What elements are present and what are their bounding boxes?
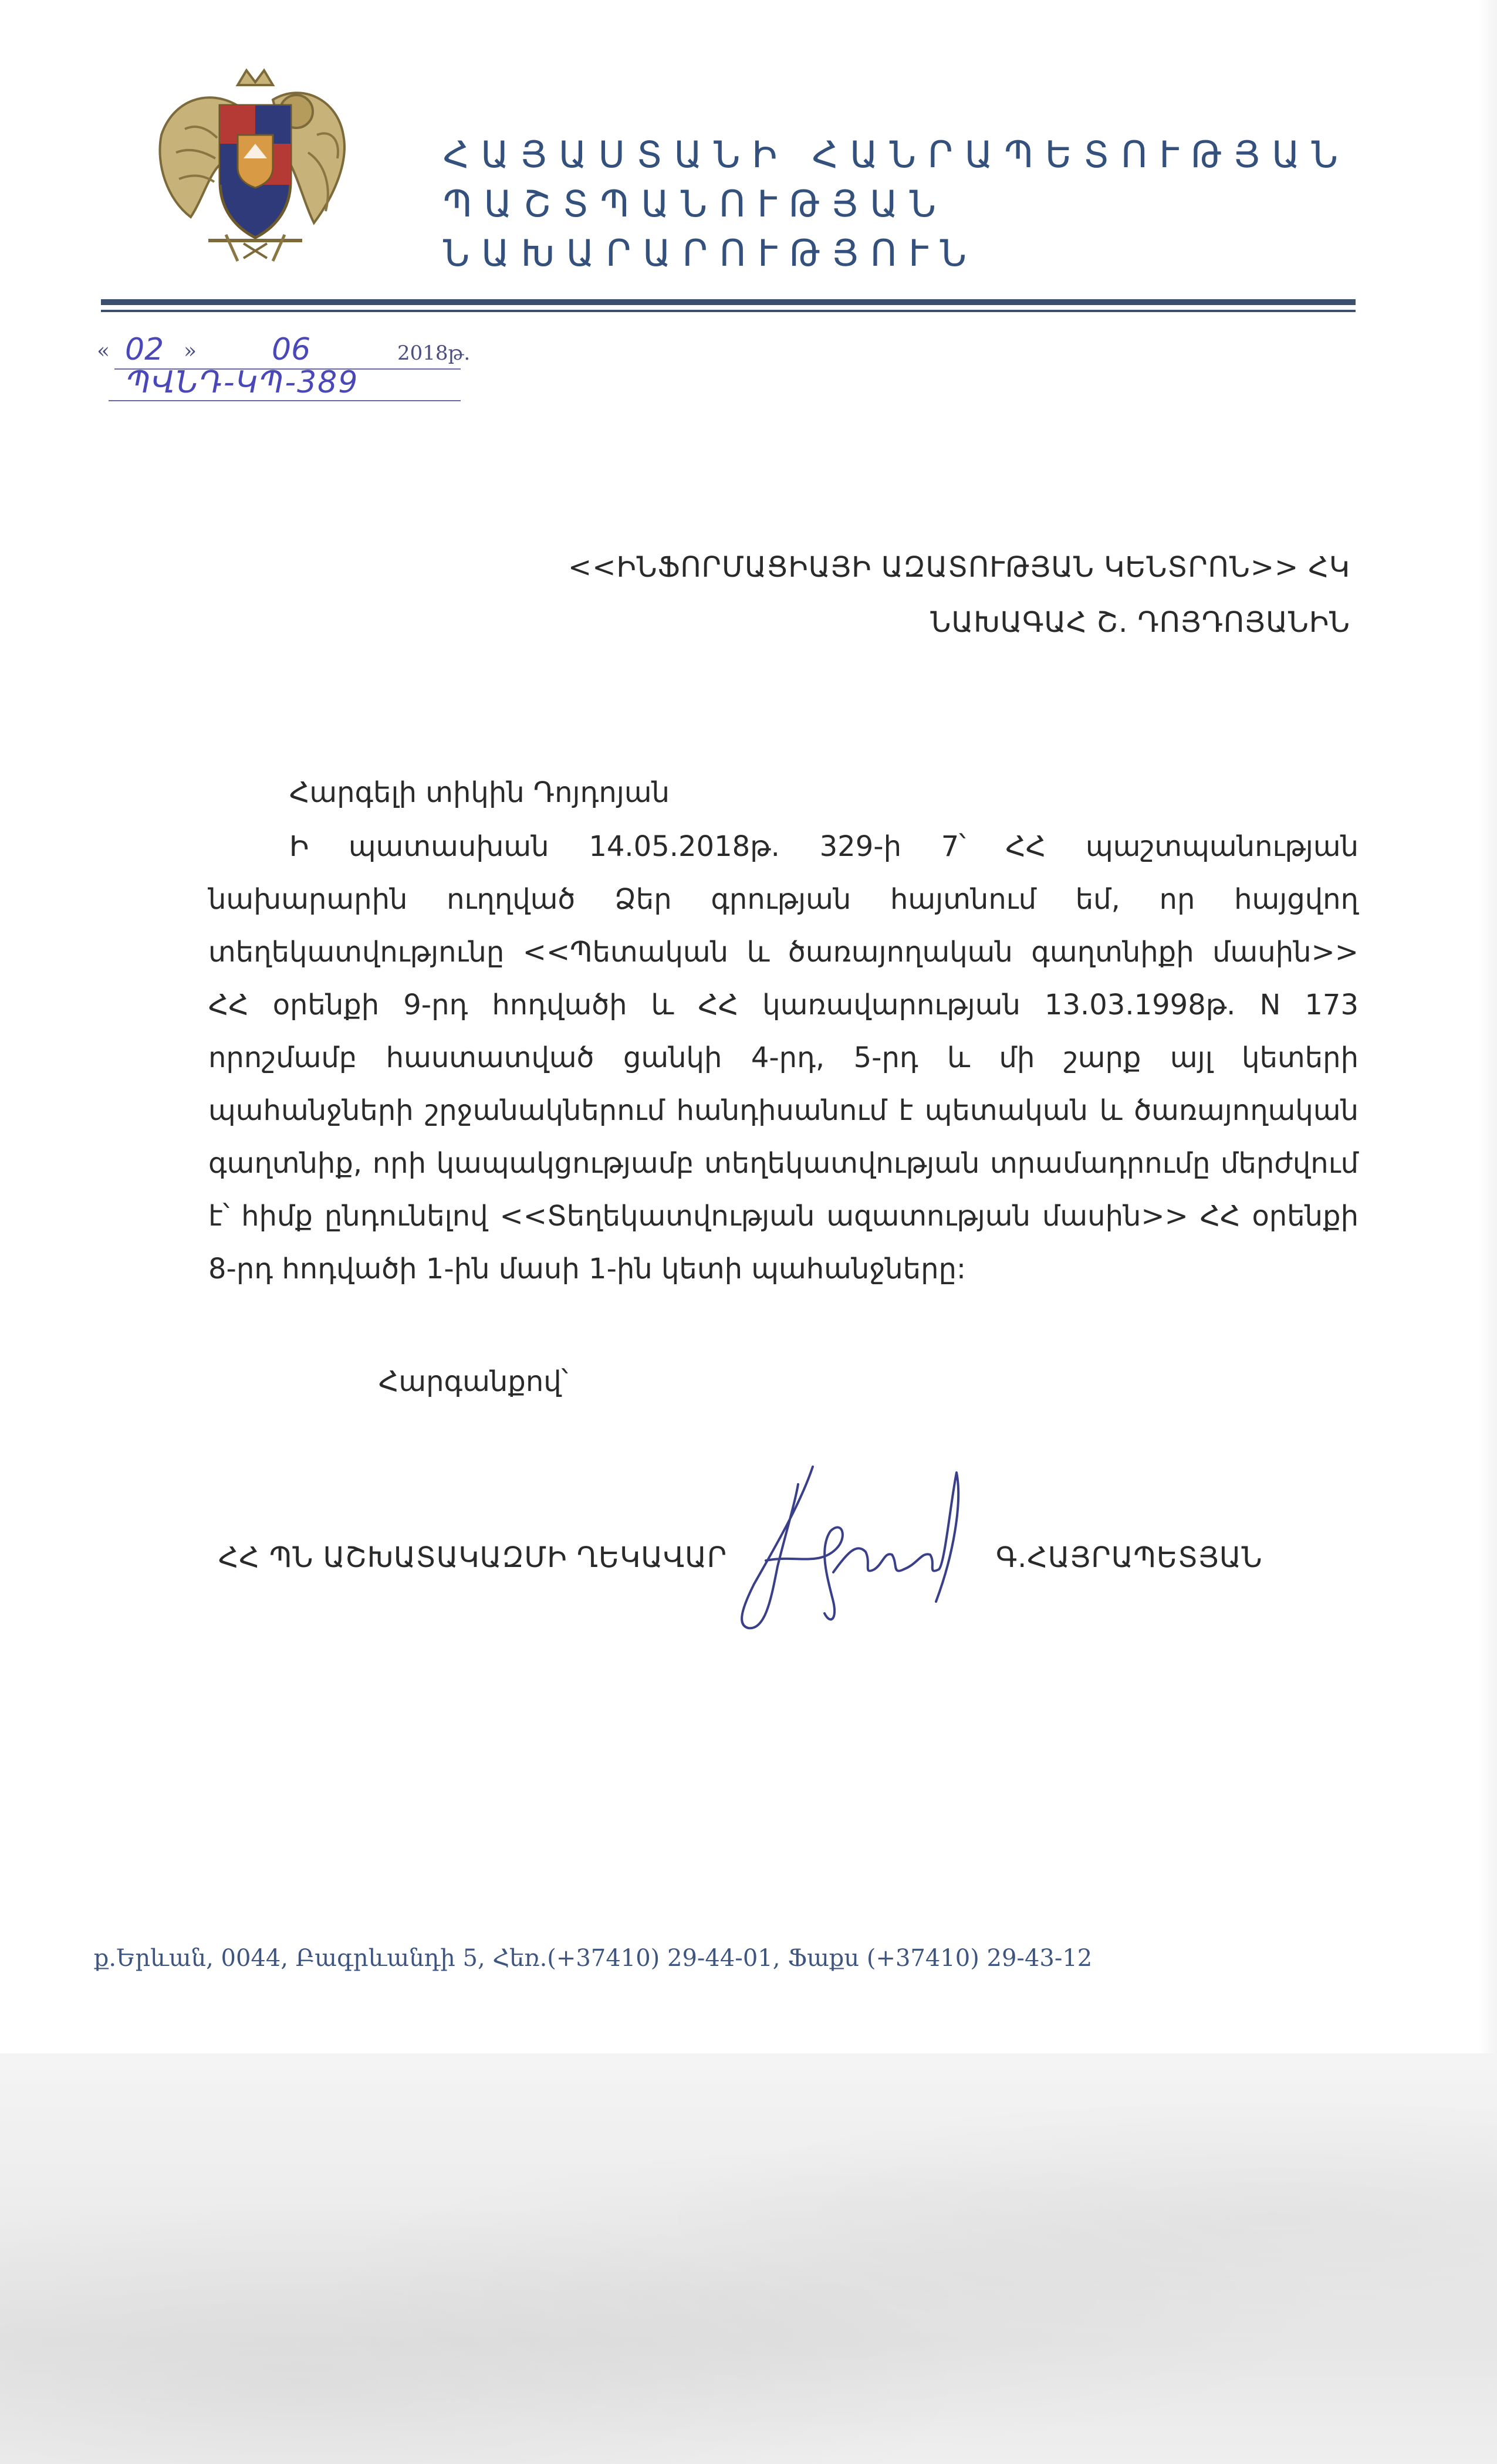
- page-edge: [1479, 0, 1497, 2053]
- date-close-quote: »: [184, 339, 197, 363]
- scan-background: [0, 2053, 1497, 2464]
- date-day: 02: [125, 332, 164, 367]
- ministry-header: [443, 130, 1382, 278]
- closing: Հարգանքով՝: [379, 1365, 569, 1398]
- handwritten-signature: [731, 1449, 989, 1637]
- footer-address: ք.Երևան, 0044, Բագրևանդի 5, Հեռ.(+37410) 29-44-01, Ֆաքս (+37410) 29-43-12: [94, 1945, 1093, 1972]
- salutation: Հարգելի տիկին Դոյդոյան: [289, 776, 670, 809]
- ministry-line-1: ՀԱՅԱՍՏԱՆԻ ՀԱՆՐԱՊԵՏՈՒԹՅԱՆ: [443, 133, 1350, 176]
- coat-of-arms-emblem: [150, 65, 361, 270]
- signer-name: Գ.ՀԱՅՐԱՊԵՏՅԱՆ: [996, 1541, 1263, 1574]
- date-year: 2018թ.: [397, 341, 471, 365]
- recipient-name: ՆԱԽԱԳԱՀ Շ. ԴՈՅԴՈՅԱՆԻՆ: [930, 606, 1350, 639]
- header-rule-thick: [101, 299, 1356, 305]
- header-rule-thin: [101, 310, 1356, 312]
- ministry-line-2: ՊԱՇՏՊԱՆՈՒԹՅԱՆ ՆԱԽԱՐԱՐՈՒԹՅՈՒՆ: [443, 182, 978, 275]
- reference-number: ՊՎՆԴ-ԿՊ-389: [126, 365, 359, 400]
- recipient-organization: <<ԻՆՖՈՐՄԱՑԻԱՅԻ ԱԶԱՏՈՒԹՅԱՆ ԿԵՆՏՐՈՆ>> ՀԿ: [568, 551, 1350, 584]
- date-month: 06: [272, 332, 311, 367]
- signer-title: ՀՀ ՊՆ ԱՇԽԱՏԱԿԱԶՄԻ ՂԵԿԱՎԱՐ: [218, 1541, 728, 1574]
- letter-body: Ի պատասխան 14.05.2018թ. 329-ի 7՝ ՀՀ պաշտպանության նախարարին ուղղված Ձեր գրության հայտնում եմ, որ հայցվող տեղեկատվությունը <<Պետական և ծառայողական գաղտնիքի մասին>> ՀՀ օրենքի 9-րդ հոդվածի և ՀՀ կառավարության 13.03.1998թ. N 173 որոշմամբ հաստատված ցանկի 4-րդ, 5-րդ և մի շարք այլ կետերի պահանջների շրջանակներում հանդիսանում է պետական և ծառայողական գաղտնիք, որի կապակցությամբ տեղեկատվության տրամադրումը մերժվում է՝ հիմք ընդունելով <<Տեղեկատվության ազատության մասին>> ՀՀ օրենքի 8-րդ հոդվածի 1-ին մասի 1-ին կետի պահանջները:: [208, 830, 1359, 1285]
- date-reference-block: [97, 334, 472, 405]
- recipient-block: [568, 540, 1350, 650]
- date-open-quote: «: [97, 339, 110, 363]
- reference-underline: [109, 400, 461, 401]
